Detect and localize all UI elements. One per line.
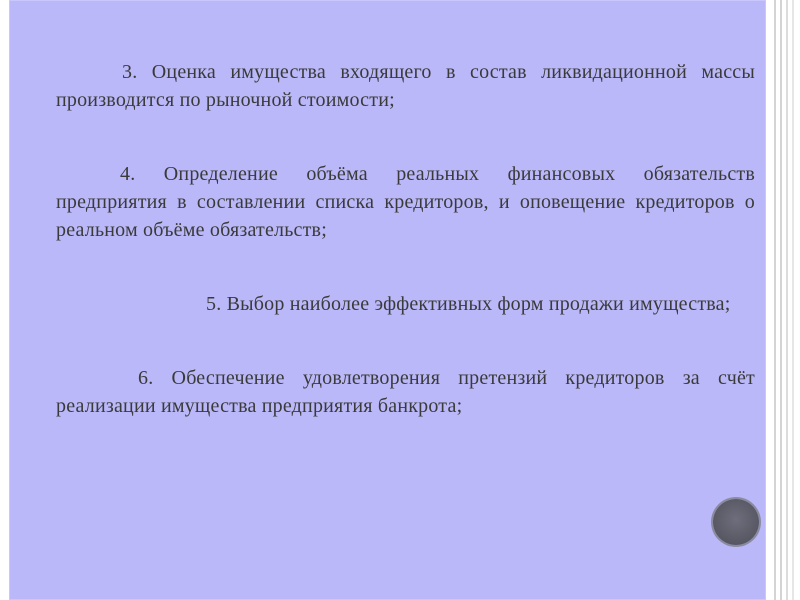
paragraph-3: 3. Оценка имущества входящего в состав ликвидационной массы производится по рыночной стоимости; (56, 61, 755, 111)
decorative-stripe (774, 0, 776, 600)
circle-nav-icon[interactable] (713, 499, 759, 545)
decorative-stripe (786, 0, 788, 600)
paragraph-4: 4. Определение объёма реальных финансовых обязательств предприятия в составлении списка кредиторов, и оповещение кредиторов о реальном объёме обязательств; (56, 163, 755, 241)
paragraph-6: 6. Обеспечение удовлетворения претензий кредиторов за счёт реализации имущества предприятия банкрота; (56, 367, 755, 417)
paragraph-5: 5. Выбор наиболее эффективных форм продажи имущества; (206, 293, 731, 315)
slide-text (56, 58, 755, 466)
decorative-stripe (792, 0, 794, 600)
decorative-stripe (780, 0, 782, 600)
